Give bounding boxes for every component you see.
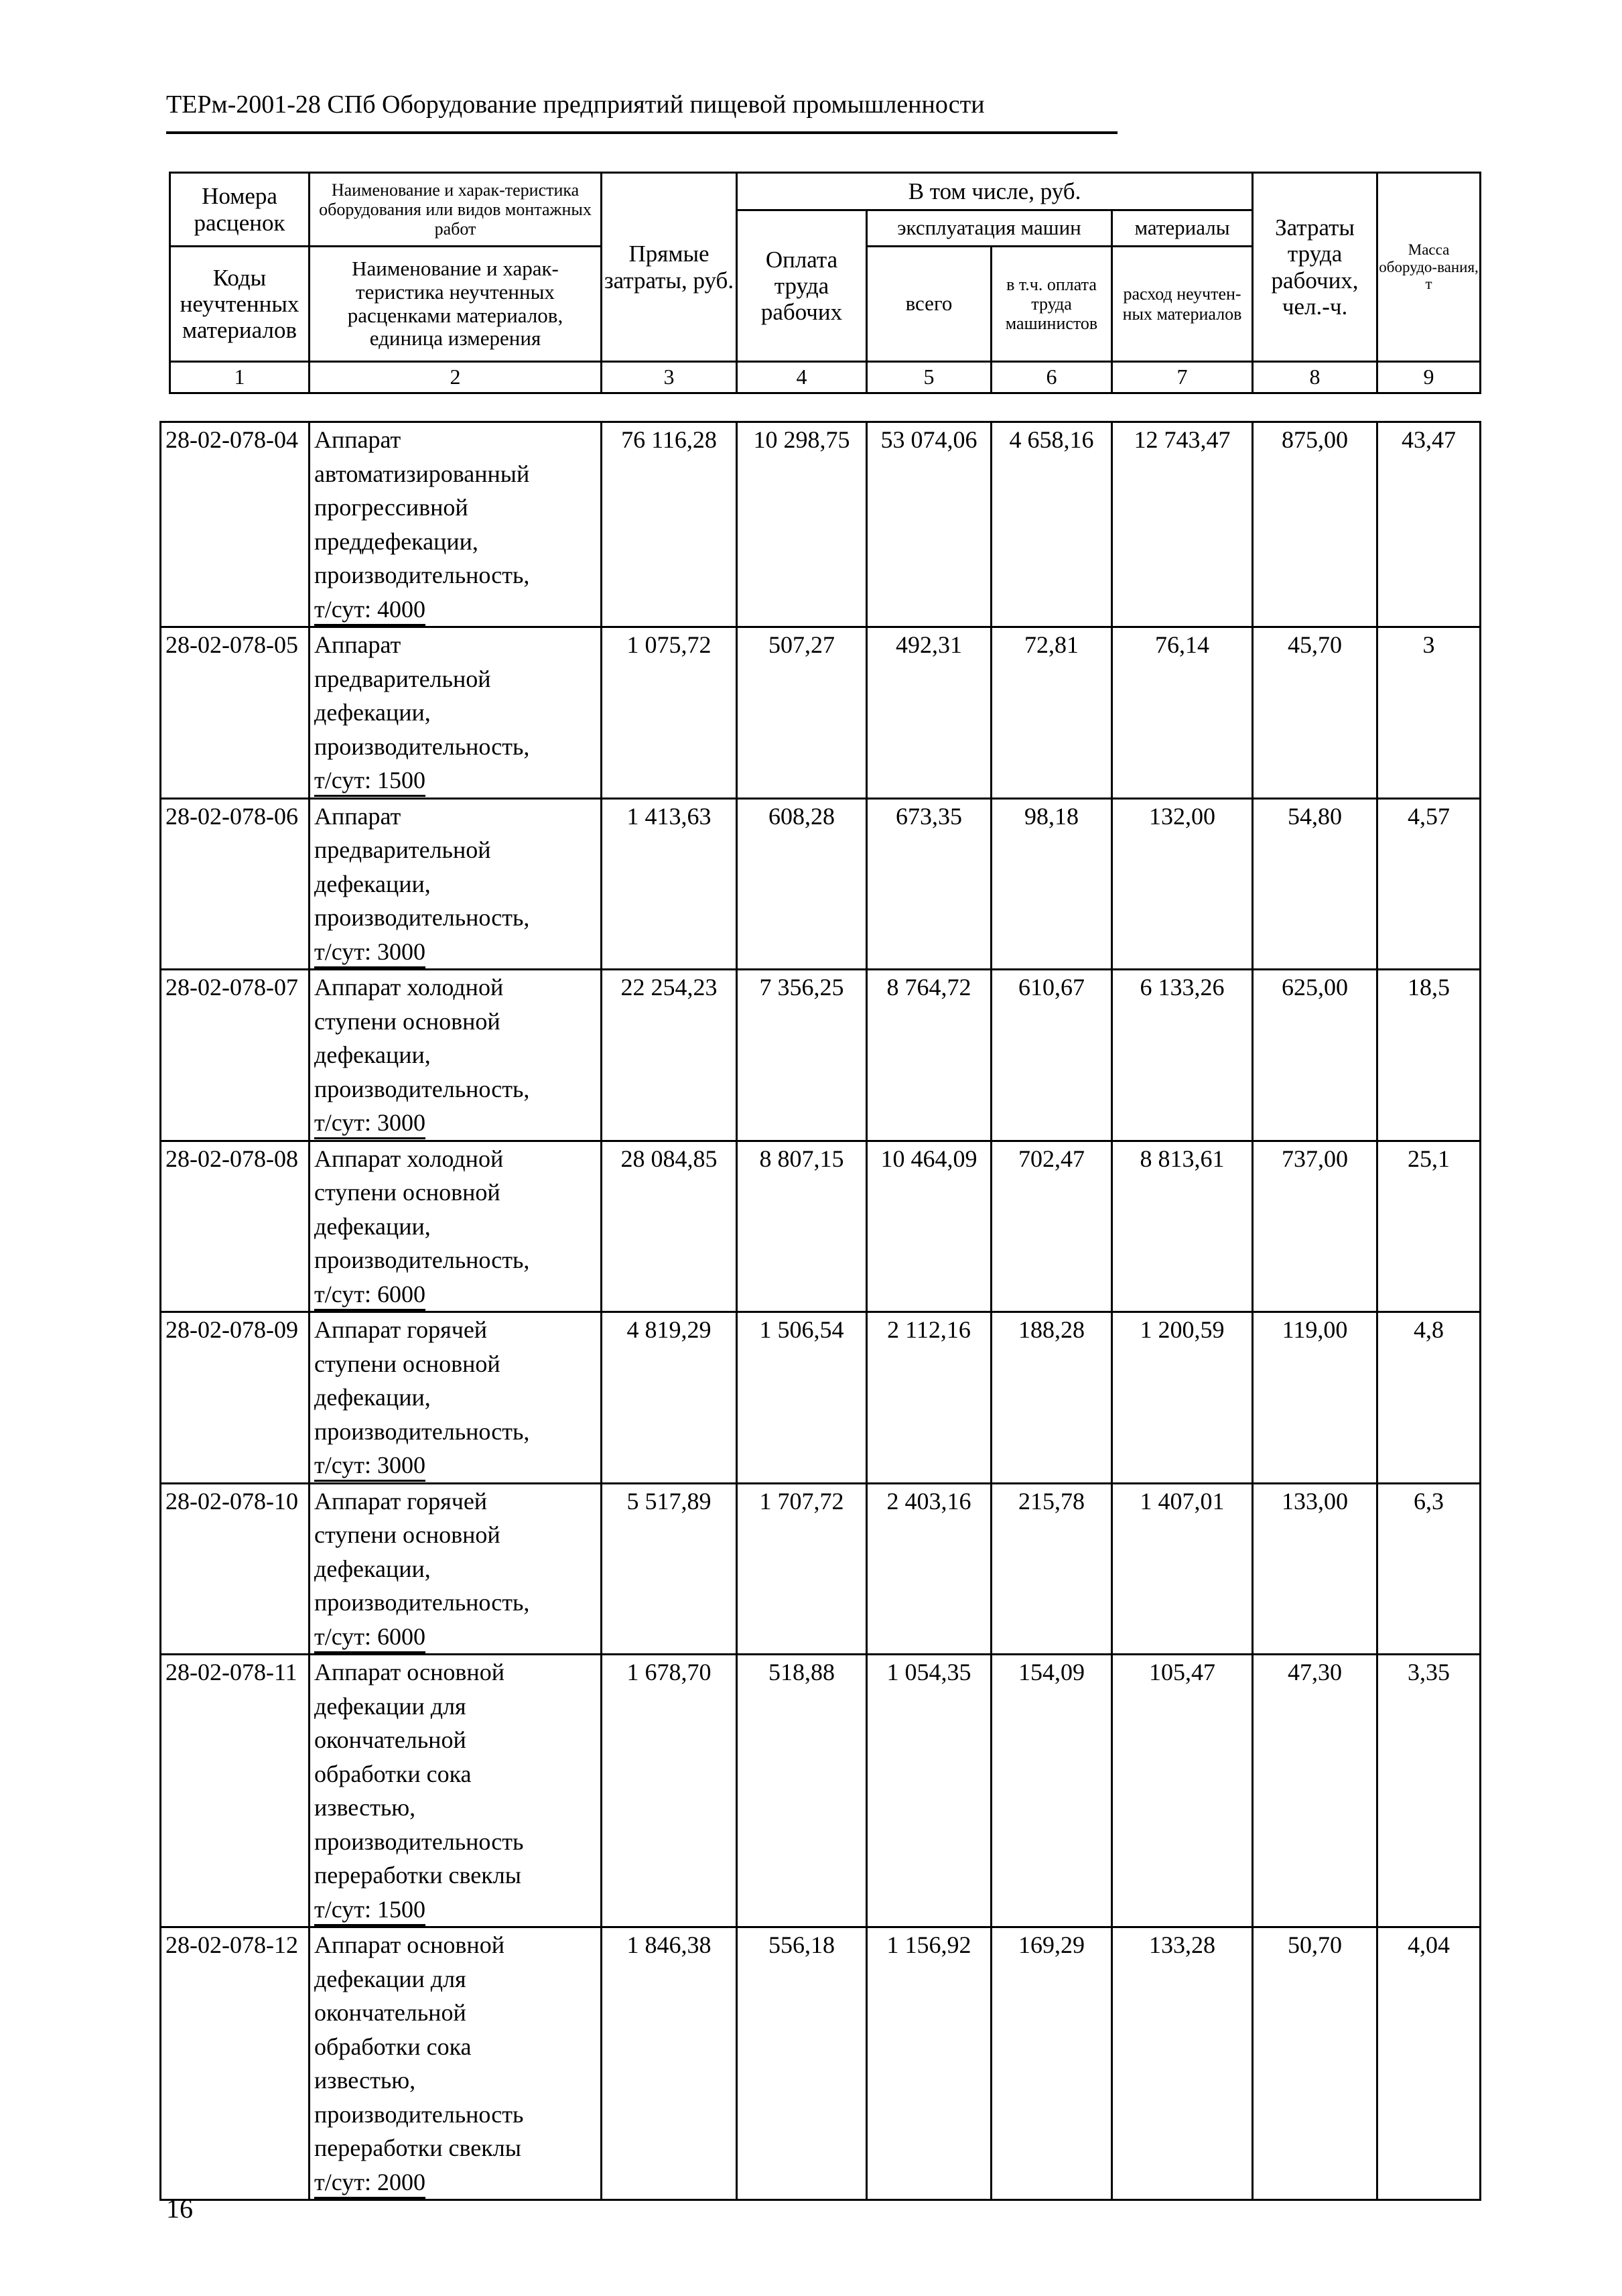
table-row [161, 798, 1481, 970]
header-machine-operation: эксплуатация машин [867, 210, 1112, 247]
work-name-line: обработки сока [314, 1760, 472, 1787]
cell-materials: 6 133,26 [1112, 970, 1253, 1141]
cell-direct: 76 116,28 [602, 422, 737, 627]
column-number: 9 [1377, 362, 1481, 393]
work-name-line: переработки свеклы [314, 1862, 521, 1889]
cell-machinists: 4 658,16 [992, 422, 1112, 627]
capacity-value: т/сут: 6000 [314, 1622, 425, 1653]
header-machinist-pay: в т.ч. оплата труда машинистов [992, 247, 1112, 362]
cell-machines: 10 464,09 [867, 1141, 992, 1312]
cell-machinists: 702,47 [992, 1141, 1112, 1312]
header-equipment-mass: Масса оборудо-вания, т [1377, 173, 1481, 362]
cell-materials: 76,14 [1112, 627, 1253, 799]
capacity-value: т/сут: 6000 [314, 1279, 425, 1311]
cell-materials: 12 743,47 [1112, 422, 1253, 627]
work-name [310, 1483, 602, 1655]
capacity-value: т/сут: 3000 [314, 1108, 425, 1139]
cell-labor: 1 707,72 [737, 1483, 867, 1655]
work-name-line: производительность, [314, 904, 530, 931]
capacity-value: т/сут: 1500 [314, 1895, 425, 1926]
table-row [161, 1312, 1481, 1484]
cell-materials: 1 200,59 [1112, 1312, 1253, 1484]
column-number: 5 [867, 362, 992, 393]
work-name-line: производительность, [314, 1589, 530, 1616]
rate-code: 28-02-078-07 [161, 970, 310, 1141]
cell-mass: 3,35 [1377, 1655, 1481, 1927]
rate-code: 28-02-078-10 [161, 1483, 310, 1655]
cell-materials: 8 813,61 [1112, 1141, 1253, 1312]
cell-labor: 1 506,54 [737, 1312, 867, 1484]
cell-direct: 22 254,23 [602, 970, 737, 1141]
work-name-line: производительность, [314, 562, 530, 588]
cell-direct: 1 413,63 [602, 798, 737, 970]
cell-direct: 1 846,38 [602, 1927, 737, 2200]
cell-hours: 119,00 [1253, 1312, 1377, 1484]
cell-direct: 4 819,29 [602, 1312, 737, 1484]
cell-mass: 4,8 [1377, 1312, 1481, 1484]
work-name-line: известью, [314, 2067, 416, 2094]
cell-hours: 47,30 [1253, 1655, 1377, 1927]
column-number: 6 [992, 362, 1112, 393]
capacity-value: т/сут: 2000 [314, 2167, 425, 2199]
work-name [310, 1927, 602, 2200]
cell-labor: 608,28 [737, 798, 867, 970]
work-name-line: Аппарат холодной [314, 1145, 504, 1172]
work-name-line: Аппарат горячей [314, 1316, 488, 1343]
header-labor-costs: Затраты труда рабочих, чел.-ч. [1253, 173, 1377, 362]
cell-direct: 1 678,70 [602, 1655, 737, 1927]
cell-machinists: 610,67 [992, 970, 1112, 1141]
work-name-line: Аппарат [314, 631, 401, 658]
cell-hours: 133,00 [1253, 1483, 1377, 1655]
cell-hours: 50,70 [1253, 1927, 1377, 2200]
page-number: 16 [166, 2193, 193, 2224]
cell-materials: 132,00 [1112, 798, 1253, 970]
work-name-line: автоматизированный [314, 460, 530, 487]
cell-direct: 28 084,85 [602, 1141, 737, 1312]
cell-labor: 7 356,25 [737, 970, 867, 1141]
column-number: 1 [170, 362, 310, 393]
column-number: 7 [1112, 362, 1253, 393]
rates-table [159, 421, 1481, 2201]
cell-mass: 18,5 [1377, 970, 1481, 1141]
rate-code: 28-02-078-04 [161, 422, 310, 627]
table-header [169, 172, 1481, 394]
work-name-line: дефекации, [314, 699, 431, 726]
table-row [161, 627, 1481, 799]
work-name-line: предварительной [314, 665, 491, 692]
header-work-name: Наименование и харак-теристика оборудования или видов монтажных работ [310, 173, 602, 247]
header-codes: Коды неучтенных материалов [170, 247, 310, 362]
work-name-line: известью, [314, 1794, 416, 1821]
rate-code: 28-02-078-06 [161, 798, 310, 970]
cell-machinists: 98,18 [992, 798, 1112, 970]
header-unaccounted-materials: расход неучтен-ных материалов [1112, 247, 1253, 362]
cell-machines: 492,31 [867, 627, 992, 799]
work-name-line: дефекации, [314, 1041, 431, 1068]
table-row [161, 1141, 1481, 1312]
work-name-line: производительность [314, 1828, 524, 1855]
rate-code: 28-02-078-11 [161, 1655, 310, 1927]
column-number: 2 [310, 362, 602, 393]
work-name-line: Аппарат [314, 426, 401, 453]
work-name-line: производительность, [314, 1417, 530, 1445]
work-name-line: ступени основной [314, 1007, 500, 1035]
cell-materials: 1 407,01 [1112, 1483, 1253, 1655]
table-row [161, 970, 1481, 1141]
cell-machines: 673,35 [867, 798, 992, 970]
cell-machines: 1 054,35 [867, 1655, 992, 1927]
column-number: 3 [602, 362, 737, 393]
work-name-line: Аппарат холодной [314, 974, 504, 1001]
header-material-name: Наименование и харак-теристика неучтенных расценками материалов, единица измерения [310, 247, 602, 362]
rate-code: 28-02-078-09 [161, 1312, 310, 1484]
document-header: ТЕРм-2001-28 СПб Оборудование предприятий пищевой промышленности [166, 90, 985, 119]
work-name-line: окончательной [314, 1999, 466, 2026]
work-name [310, 1141, 602, 1312]
cell-hours: 625,00 [1253, 970, 1377, 1141]
rate-code: 28-02-078-12 [161, 1927, 310, 2200]
work-name-line: Аппарат горячей [314, 1487, 488, 1515]
capacity-value: т/сут: 4000 [314, 594, 425, 626]
work-name-line: дефекации для [314, 1965, 466, 1992]
work-name-line: прогрессивной [314, 494, 468, 521]
capacity-value: т/сут: 1500 [314, 765, 425, 797]
work-name-line: дефекации, [314, 1555, 431, 1582]
cell-mass: 4,57 [1377, 798, 1481, 970]
work-name-line: производительность, [314, 1247, 530, 1273]
cell-mass: 25,1 [1377, 1141, 1481, 1312]
header-rule [166, 131, 1118, 134]
cell-machinists: 169,29 [992, 1927, 1112, 2200]
header-including: В том числе, руб. [737, 173, 1253, 210]
cell-labor: 556,18 [737, 1927, 867, 2200]
work-name [310, 1312, 602, 1484]
cell-direct: 1 075,72 [602, 627, 737, 799]
cell-hours: 45,70 [1253, 627, 1377, 799]
column-number: 4 [737, 362, 867, 393]
cell-labor: 507,27 [737, 627, 867, 799]
header-rate-number: Номера расценок [170, 173, 310, 247]
cell-labor: 518,88 [737, 1655, 867, 1927]
header-direct-costs: Прямые затраты, руб. [602, 173, 737, 362]
cell-machinists: 188,28 [992, 1312, 1112, 1484]
work-name-line: обработки сока [314, 2033, 472, 2060]
work-name [310, 627, 602, 799]
cell-materials: 133,28 [1112, 1927, 1253, 2200]
work-name [310, 798, 602, 970]
cell-hours: 737,00 [1253, 1141, 1377, 1312]
cell-machines: 2 403,16 [867, 1483, 992, 1655]
cell-machinists: 154,09 [992, 1655, 1112, 1927]
table-row [161, 1927, 1481, 2200]
work-name [310, 1655, 602, 1927]
cell-machinists: 215,78 [992, 1483, 1112, 1655]
cell-machines: 2 112,16 [867, 1312, 992, 1484]
work-name-line: дефекации для [314, 1692, 466, 1720]
work-name-line: ступени основной [314, 1179, 500, 1206]
header-machine-total: всего [867, 247, 992, 362]
header-labor-pay: Оплата труда рабочих [737, 210, 867, 362]
header-materials: материалы [1112, 210, 1253, 247]
table-row [161, 1655, 1481, 1927]
work-name-line: дефекации, [314, 1212, 431, 1240]
cell-mass: 4,04 [1377, 1927, 1481, 2200]
work-name-line: производительность [314, 2100, 524, 2128]
cell-mass: 3 [1377, 627, 1481, 799]
cell-labor: 10 298,75 [737, 422, 867, 627]
cell-materials: 105,47 [1112, 1655, 1253, 1927]
work-name-line: дефекации, [314, 870, 431, 897]
cell-direct: 5 517,89 [602, 1483, 737, 1655]
rate-code: 28-02-078-08 [161, 1141, 310, 1312]
work-name-line: Аппарат основной [314, 1659, 504, 1685]
cell-machines: 53 074,06 [867, 422, 992, 627]
capacity-value: т/сут: 3000 [314, 937, 425, 968]
cell-machines: 1 156,92 [867, 1927, 992, 2200]
column-number: 8 [1253, 362, 1377, 393]
work-name-line: Аппарат основной [314, 1931, 504, 1958]
cell-machines: 8 764,72 [867, 970, 992, 1141]
work-name-line: производительность, [314, 1075, 530, 1102]
capacity-value: т/сут: 3000 [314, 1450, 425, 1482]
work-name-line: окончательной [314, 1726, 466, 1753]
cell-mass: 43,47 [1377, 422, 1481, 627]
table-row [161, 422, 1481, 627]
cell-mass: 6,3 [1377, 1483, 1481, 1655]
work-name-line: переработки свеклы [314, 2134, 521, 2161]
work-name-line: предварительной [314, 836, 491, 863]
cell-hours: 875,00 [1253, 422, 1377, 627]
rate-code: 28-02-078-05 [161, 627, 310, 799]
work-name-line: ступени основной [314, 1521, 500, 1548]
table-row [161, 1483, 1481, 1655]
work-name [310, 970, 602, 1141]
work-name-line: ступени основной [314, 1350, 500, 1377]
work-name-line: преддефекации, [314, 527, 478, 555]
work-name-line: производительность, [314, 732, 530, 760]
cell-machinists: 72,81 [992, 627, 1112, 799]
cell-labor: 8 807,15 [737, 1141, 867, 1312]
work-name-line: дефекации, [314, 1384, 431, 1411]
work-name [310, 422, 602, 627]
work-name-line: Аппарат [314, 802, 401, 830]
cell-hours: 54,80 [1253, 798, 1377, 970]
